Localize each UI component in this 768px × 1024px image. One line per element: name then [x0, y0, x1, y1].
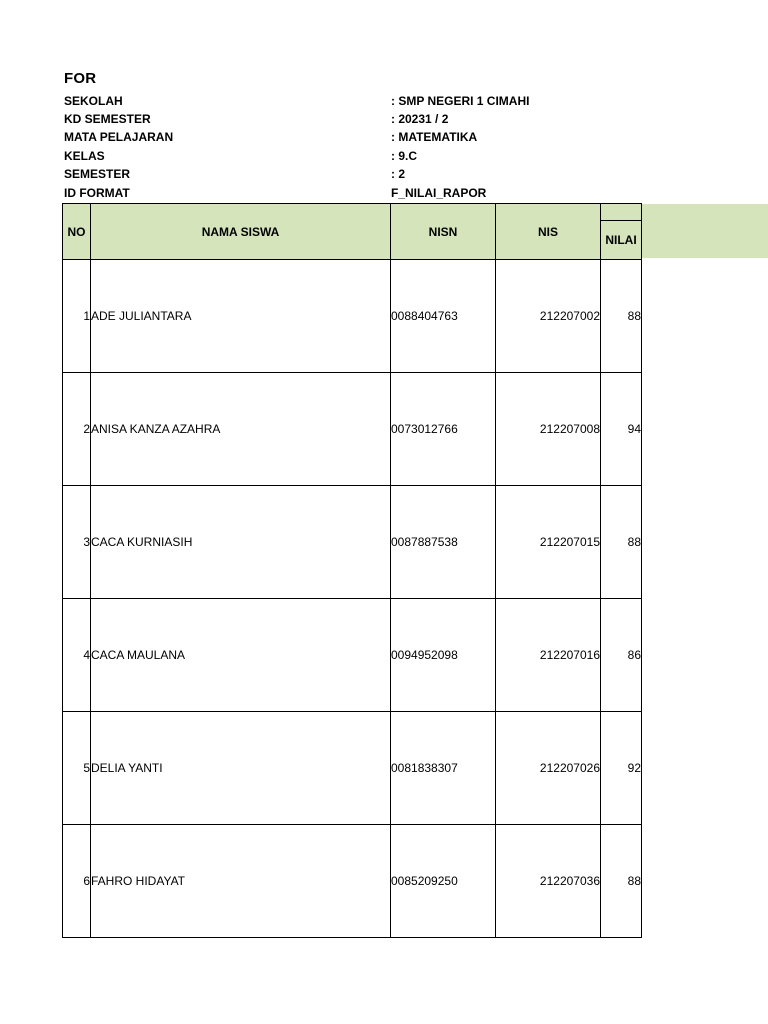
cell-nama-siswa: FAHRO HIDAYAT	[91, 825, 391, 938]
cell-nilai: 92	[601, 712, 642, 825]
cell-nisn: 0087887538	[391, 486, 496, 599]
cell-no: 2	[63, 373, 91, 486]
table-row	[63, 486, 642, 599]
header-nis: NIS	[496, 204, 601, 260]
meta-label-sekolah: SEKOLAH	[64, 94, 123, 108]
cell-nisn: 0088404763	[391, 260, 496, 373]
table-header-row	[63, 204, 642, 221]
meta-value-kd-semester: : 20231 / 2	[391, 112, 449, 126]
meta-label-kelas: KELAS	[64, 149, 105, 163]
cell-nisn: 0073012766	[391, 373, 496, 486]
meta-label-kd-semester: KD SEMESTER	[64, 112, 151, 126]
header-nilai: NILAI	[601, 221, 642, 260]
meta-value-sekolah: : SMP NEGERI 1 CIMAHI	[391, 94, 530, 108]
meta-value-semester: : 2	[391, 167, 406, 181]
table-row	[63, 712, 642, 825]
header-no: NO	[63, 204, 91, 260]
cell-nis: 212207008	[496, 373, 601, 486]
cell-nis: 212207036	[496, 825, 601, 938]
cell-nilai: 88	[601, 825, 642, 938]
cell-no: 5	[63, 712, 91, 825]
cell-nama-siswa: CACA KURNIASIH	[91, 486, 391, 599]
cell-nis: 212207002	[496, 260, 601, 373]
meta-label-id-format: ID FORMAT	[64, 186, 130, 200]
cell-no: 3	[63, 486, 91, 599]
meta-label-semester: SEMESTER	[64, 167, 131, 181]
page-title: FOR	[64, 70, 97, 87]
cell-nisn: 0081838307	[391, 712, 496, 825]
cell-nama-siswa: ANISA KANZA AZAHRA	[91, 373, 391, 486]
cell-nama-siswa: ADE JULIANTARA	[91, 260, 391, 373]
header-fill-extension	[641, 204, 768, 258]
table-row	[63, 599, 642, 712]
header-nilai-group	[601, 204, 642, 221]
cell-nis: 212207016	[496, 599, 601, 712]
table-row	[63, 260, 642, 373]
table-row	[63, 825, 642, 938]
table-row	[63, 373, 642, 486]
cell-no: 6	[63, 825, 91, 938]
cell-nisn: 0094952098	[391, 599, 496, 712]
meta-label-mata-pelajaran: MATA PELAJARAN	[64, 130, 174, 144]
cell-no: 1	[63, 260, 91, 373]
cell-nama-siswa: CACA MAULANA	[91, 599, 391, 712]
cell-nama-siswa: DELIA YANTI	[91, 712, 391, 825]
header-nama-siswa: NAMA SISWA	[91, 204, 391, 260]
meta-value-id-format: F_NILAI_RAPOR	[391, 186, 487, 200]
cell-nilai: 86	[601, 599, 642, 712]
header-nisn: NISN	[391, 204, 496, 260]
grades-table	[62, 203, 642, 938]
cell-nis: 212207026	[496, 712, 601, 825]
cell-nis: 212207015	[496, 486, 601, 599]
cell-nilai: 88	[601, 260, 642, 373]
cell-nilai: 88	[601, 486, 642, 599]
meta-value-mata-pelajaran: : MATEMATIKA	[391, 130, 478, 144]
cell-no: 4	[63, 599, 91, 712]
cell-nisn: 0085209250	[391, 825, 496, 938]
cell-nilai: 94	[601, 373, 642, 486]
meta-value-kelas: : 9.C	[391, 149, 418, 163]
